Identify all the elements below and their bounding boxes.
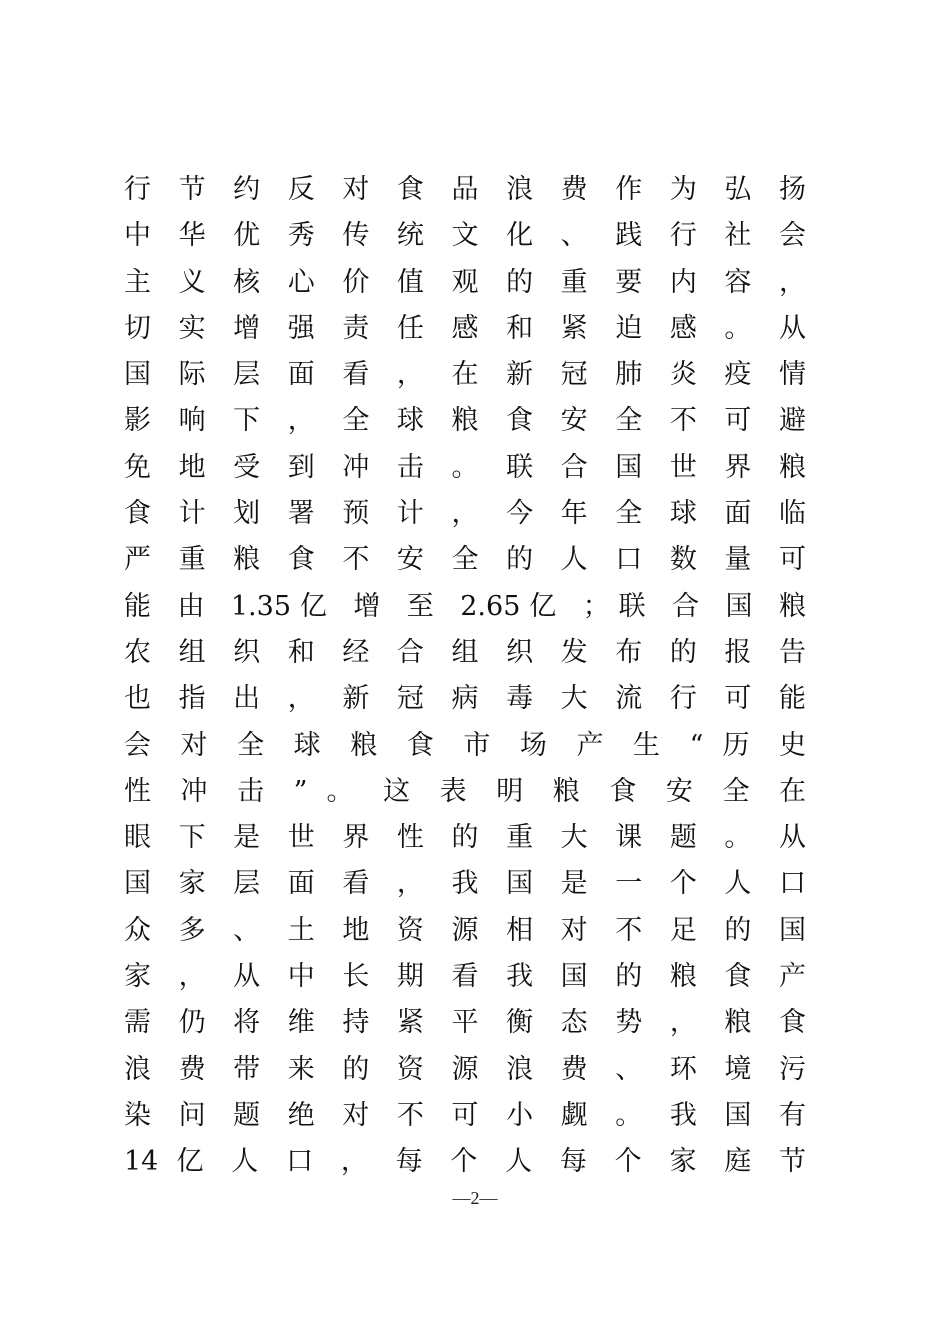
text-line: 国 际 层 面 看 ， 在 新 冠 肺 炎 疫 情 xyxy=(124,359,806,391)
text-line: 切 实 增 强 责 任 感 和 紧 迫 感 。 从 xyxy=(124,312,806,344)
text-line: 众 多 、 土 地 资 源 相 对 不 足 的 国 xyxy=(124,914,806,946)
text-line: 14 亿 人 口 ， 每 个 人 每 个 家 庭 节 xyxy=(124,1146,806,1178)
body-paragraph xyxy=(124,167,806,1186)
text-line: 中 华 优 秀 传 统 文 化 、 践 行 社 会 xyxy=(124,220,806,252)
text-line: 严 重 粮 食 不 安 全 的 人 口 数 量 可 xyxy=(124,544,806,576)
text-line: 免 地 受 到 冲 击 。 联 合 国 世 界 粮 xyxy=(124,451,806,483)
text-line: 影 响 下 ， 全 球 粮 食 安 全 不 可 避 xyxy=(124,405,806,437)
text-line: 主 义 核 心 价 值 观 的 重 要 内 容 ， xyxy=(124,266,806,298)
text-line: 国 家 层 面 看 ， 我 国 是 一 个 人 口 xyxy=(124,868,806,900)
text-line: 性 冲 击 ” 。 这 表 明 粮 食 安 全 在 xyxy=(124,775,806,807)
text-line: 家 ， 从 中 长 期 看 我 国 的 粮 食 产 xyxy=(124,961,806,993)
text-line: 浪 费 带 来 的 资 源 浪 费 、 环 境 污 xyxy=(124,1053,806,1085)
text-line: 需 仍 将 维 持 紧 平 衡 态 势 ， 粮 食 xyxy=(124,1007,806,1039)
page-number: —2— xyxy=(452,1188,498,1208)
text-line: 染 问 题 绝 对 不 可 小 觑 。 我 国 有 xyxy=(124,1099,806,1131)
text-line: 也 指 出 ， 新 冠 病 毒 大 流 行 可 能 xyxy=(124,683,806,715)
text-line: 能 由 1.35亿 增 至 2.65亿 ；联 合 国 粮 xyxy=(124,590,806,622)
text-line: 行 节 约 反 对 食 品 浪 费 作 为 弘 扬 xyxy=(124,174,806,205)
text-line: 眼 下 是 世 界 性 的 重 大 课 题 。 从 xyxy=(124,822,806,854)
text-line: 会 对 全 球 粮 食 市 场 产 生 “ 历 史 xyxy=(124,729,806,761)
text-line: 农 组 织 和 经 合 组 织 发 布 的 报 告 xyxy=(124,636,806,668)
text-line: 食 计 划 署 预 计 ， 今 年 全 球 面 临 xyxy=(124,498,806,530)
